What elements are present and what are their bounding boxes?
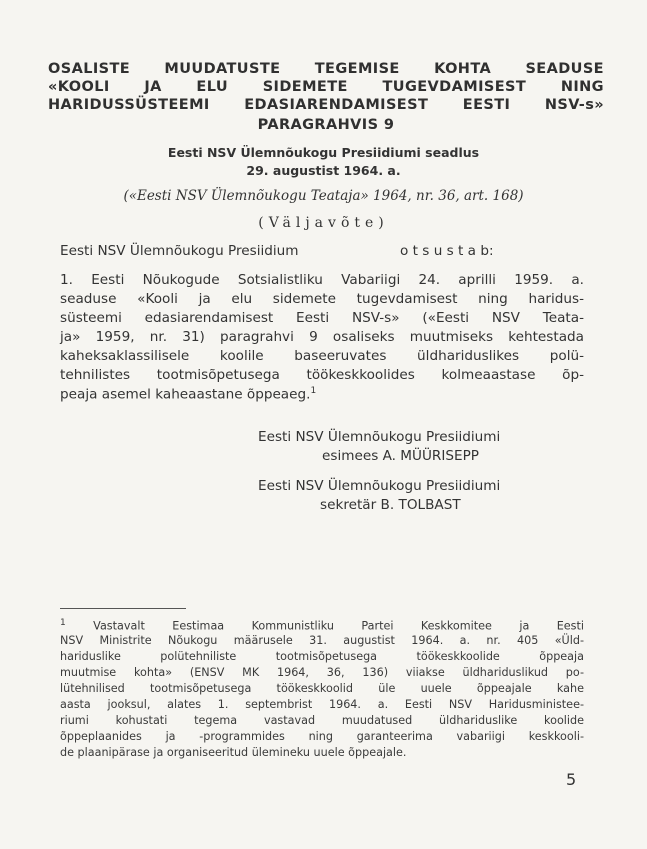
page-number: 5 xyxy=(566,770,577,789)
paragraph-line-1: 1. Eesti Nõukogude Sotsialistliku Vabariigi 24. aprilli 1959. a. xyxy=(60,272,584,288)
footnote-marker: 1 xyxy=(60,618,66,628)
title-line-4: PARAGRAHVIS 9 xyxy=(257,117,395,133)
footnote-line-1-text: Vastavalt Eestimaa Kommunistliku Partei Keskkomitee ja Eesti xyxy=(93,619,585,633)
title-line-1: OSALISTE MUUDATUSTE TEGEMISE KOHTA SEADUSE xyxy=(48,61,604,77)
paragraph-line-4: ja» 1959, nr. 31) paragrahvi 9 osaliseks muutmiseks kehtestada xyxy=(60,329,584,345)
footnote-line-6: aasta jooksul, alates 1. septembrist 1964. a. Eesti NSV Haridusministee- xyxy=(60,698,584,711)
decree-issuer: Eesti NSV Ülemnõukogu Presiidium xyxy=(60,243,299,259)
paragraph-line-7 xyxy=(60,386,584,403)
decree-verb: o t s u s t a b: xyxy=(400,243,494,259)
title-line-2: «KOOLI JA ELU SIDEMETE TUGEVDAMISEST NING xyxy=(48,79,604,95)
extract-label: (Väljavõte) xyxy=(258,215,389,231)
footnote-line-8: õppeplaanides ja -programmides ning garanteerima vabariigi keskkooli- xyxy=(60,730,584,743)
decree-subtitle-2: 29. augustist 1964. a. xyxy=(246,163,401,178)
footnote-line-5: lütehnilised tootmisõpetusega töökeskkoolid üle uuele õppeajale kahe xyxy=(60,682,584,695)
footnote-divider xyxy=(60,608,186,609)
paragraph-line-7-text: peaja asemel kaheaastane õppeaeg. xyxy=(60,386,311,403)
signature-1-org: Eesti NSV Ülemnõukogu Presiidiumi xyxy=(258,429,501,445)
signature-2-org: Eesti NSV Ülemnõukogu Presiidiumi xyxy=(258,478,501,494)
signature-2-name: sekretär B. TOLBAST xyxy=(320,497,461,513)
footnote-reference-marker: 1 xyxy=(310,386,317,396)
decree-subtitle-1: Eesti NSV Ülemnõukogu Presiidiumi seadlus xyxy=(167,145,480,160)
title-line-3: HARIDUSSÜSTEEMI EDASIARENDAMISEST EESTI NSV-s» xyxy=(48,97,604,113)
footnote-line-4: muutmise kohta» (ENSV MK 1964, 36, 136) viiakse üldhariduslikud po- xyxy=(60,666,584,679)
paragraph-line-5: kaheksaklassilisele koolile baseeruvates üldhariduslikes polü- xyxy=(60,348,584,364)
footnote-line-9: de plaanipärase ja organiseeritud ülemineku uuele õppeajale. xyxy=(60,746,407,759)
footnote-line-3: hariduslike polütehniliste tootmisõpetusega töökeskkoolide õppeaja xyxy=(60,650,584,663)
paragraph-line-2: seaduse «Kooli ja elu sidemete tugevdamisest ning haridus- xyxy=(60,291,584,307)
paragraph-line-3: süsteemi edasiarendamisest Eesti NSV-s» («Eesti NSV Teata- xyxy=(60,310,584,326)
footnote-line-1 xyxy=(60,618,584,633)
publication-reference: («Eesti NSV Ülemnõukogu Teataja» 1964, nr. 36, art. 168) xyxy=(123,188,524,204)
signature-1-name: esimees A. MÜÜRISEPP xyxy=(322,448,479,464)
footnote-line-2: NSV Ministrite Nõukogu määrusele 31. augustist 1964. a. nr. 405 «Üld- xyxy=(60,634,584,647)
paragraph-line-6: tehnilistes tootmisõpetusega töökeskkoolides kolmeaastase õp- xyxy=(60,367,584,383)
footnote-line-7: riumi kohustati tegema vastavad muudatused üldhariduslike koolide xyxy=(60,714,584,727)
